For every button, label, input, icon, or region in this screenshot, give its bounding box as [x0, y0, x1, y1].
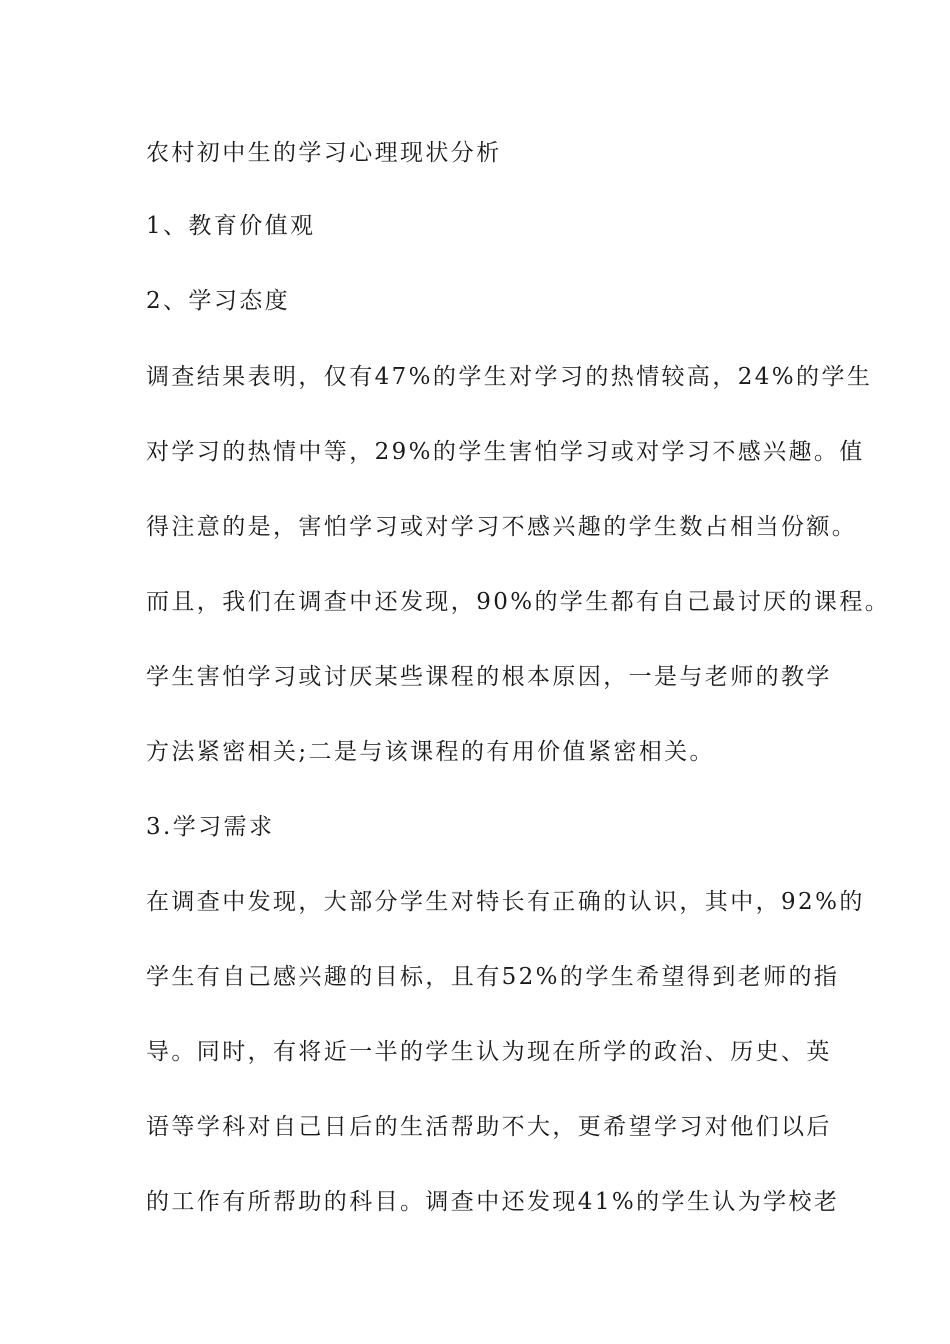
section-heading-education-values: 1、教育价值观 — [146, 213, 316, 239]
paragraph-line: 语等学科对自己日后的生活帮助不大，更希望学习对他们以后 — [146, 1114, 832, 1140]
paragraph-line: 导。同时，有将近一半的学生认为现在所学的政治、历史、英 — [146, 1039, 832, 1065]
paragraph-line: 在调查中发现，大部分学生对特长有正确的认识，其中，92%的 — [146, 889, 865, 915]
paragraph-line: 方法紧密相关;二是与该课程的有用价值紧密相关。 — [146, 739, 715, 765]
section-heading-learning-attitude: 2、学习态度 — [146, 288, 291, 314]
paragraph-line: 而且，我们在调查中还发现，90%的学生都有自己最讨厌的课程。 — [146, 589, 891, 615]
paragraph-line: 学生害怕学习或讨厌某些课程的根本原因，一是与老师的教学 — [146, 664, 832, 690]
document-title: 农村初中生的学习心理现状分析 — [146, 140, 502, 166]
paragraph-line: 得注意的是，害怕学习或对学习不感兴趣的学生数占相当份额。 — [146, 514, 858, 540]
paragraph-line: 对学习的热情中等，29%的学生害怕学习或对学习不感兴趣。值 — [146, 439, 865, 465]
section-heading-learning-needs: 3.学习需求 — [146, 814, 275, 840]
paragraph-line: 学生有自己感兴趣的目标，且有52%的学生希望得到老师的指 — [146, 964, 840, 990]
paragraph-line: 的工作有所帮助的科目。调查中还发现41%的学生认为学校老 — [146, 1189, 840, 1215]
paragraph-line: 调查结果表明，仅有47%的学生对学习的热情较高，24%的学生 — [146, 364, 873, 390]
